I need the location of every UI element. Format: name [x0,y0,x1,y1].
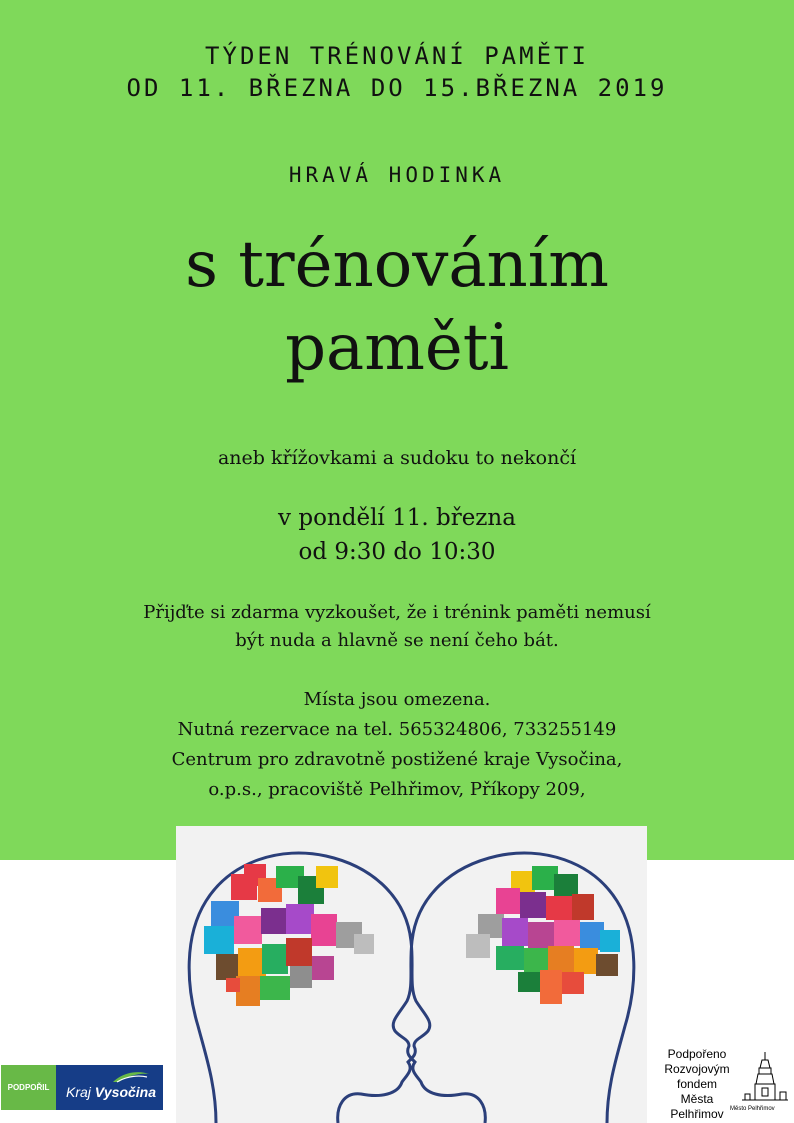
event-week-title: TÝDEN TRÉNOVÁNÍ PAMĚTI [205,42,589,70]
pelhrimov-tower-icon [740,1050,790,1106]
kraj-supported-label: PODPOŘIL [1,1065,56,1110]
pelhrimov-line: Pelhřimov [670,1107,724,1121]
info-address: o.p.s., pracoviště Pelhřimov, Příkopy 209, [208,779,586,800]
main-title-line-1: s trénováním [185,228,609,302]
invite-line-2: být nuda a hlavně se není čeho bát. [235,630,559,651]
tagline: aneb křížovkami a sudoku to nekončí [217,447,577,469]
kraj-swoosh-icon [111,1070,151,1084]
info-limited-places: Místa jsou omezena. [303,689,491,710]
kraj-name-box [56,1065,163,1110]
pelhrimov-line: Rozvojovým [664,1062,730,1076]
invite-line-1: Přijďte si zdarma vyzkoušet, že i trénink paměti nemusí [143,602,651,623]
kraj-vysocina-logo [1,1065,163,1110]
main-title-line-2: paměti [285,311,509,385]
event-week-dates: OD 11. BŘEZNA DO 15.BŘEZNA 2019 [126,74,668,102]
info-reservation-phone: Nutná rezervace na tel. 565324806, 733255149 [177,719,617,740]
pelhrimov-line: Města [680,1092,714,1106]
brain-puzzle-photo [176,826,647,1123]
kraj-name-bold: Vysočina [94,1084,157,1100]
event-time: od 9:30 do 10:30 [298,539,496,565]
pelhrimov-support-text [657,1047,737,1122]
pelhrimov-line: Podpořeno [667,1047,727,1061]
kraj-name-regular: Kraj [66,1084,91,1100]
kraj-name [66,1084,156,1100]
event-day: v pondělí 11. března [278,505,516,531]
subtitle: HRAVÁ HODINKA [288,163,506,187]
pelhrimov-line: fondem [676,1077,718,1091]
pelhrimov-caption: Město Pelhřimov [730,1106,775,1112]
info-organizer: Centrum pro zdravotně postižené kraje Vysočina, [171,749,623,770]
